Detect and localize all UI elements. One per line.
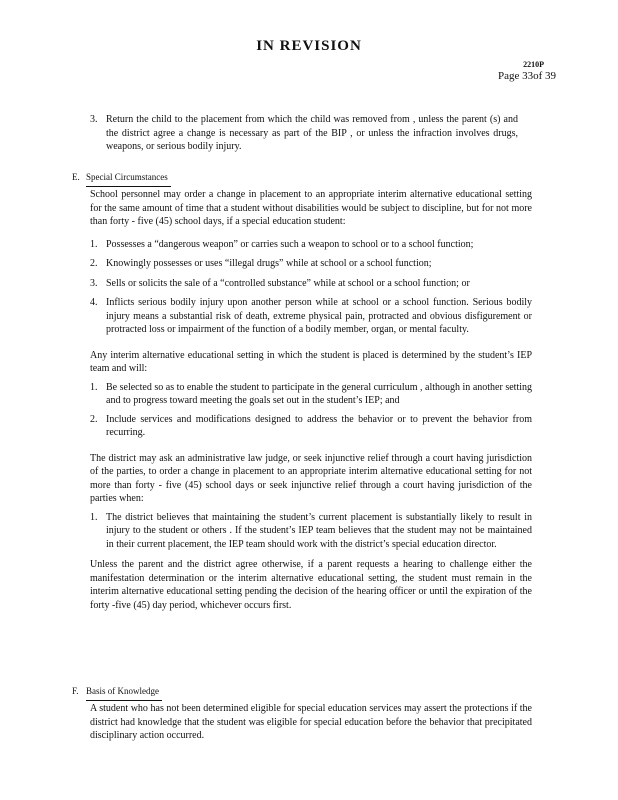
interim-intro: Any interim alternative educational setting in which the student is placed is determined by the student’s IEP team and will: bbox=[90, 349, 532, 374]
item-text: Knowingly possesses or uses “illegal drugs” while at school or a school function; bbox=[106, 258, 432, 269]
item-number: 4. bbox=[90, 297, 98, 308]
item-number: 2. bbox=[90, 258, 98, 269]
section-f-text: A student who has not been determined eligible for special education services may assert the protections if the district had knowledge that the student was eligible for special education before the behavior that precipitated disciplinary action occurred. bbox=[90, 703, 532, 741]
list-item bbox=[90, 296, 532, 337]
item-text: Include services and modifications designed to address the behavior or to prevent the behavior from recurring. bbox=[106, 413, 532, 438]
list-item bbox=[90, 277, 532, 291]
item-text: Inflicts serious bodily injury upon another person while at school or a school function. Serious bodily injury means a substantial risk of death, extreme physical pain, protracted and obvious disfigurement or protracted loss or impairment of the function of a bodily member, organ, or mental faculty. bbox=[106, 297, 532, 335]
item-number: 2. bbox=[90, 413, 98, 425]
policy-code: 2210P bbox=[523, 60, 544, 69]
item-number: 3. bbox=[90, 114, 98, 125]
interim-list bbox=[90, 381, 532, 440]
item-text: Possesses a “dangerous weapon” or carries such a weapon to school or to a school function; bbox=[106, 238, 474, 250]
list-item bbox=[90, 511, 532, 552]
page-number: Page 33of 39 bbox=[497, 70, 556, 82]
district-intro: The district may ask an administrative law judge, or seek injunctive relief through a court having jurisdiction of the parties, to order a change in placement to an appropriate interim alternative educational setting for not more than forty - five (45) school days or seek injunctive relief through a court having jurisdiction of the parties when: bbox=[90, 452, 532, 504]
list-item bbox=[90, 113, 518, 154]
section-heading-label: Basis of Knowledge bbox=[86, 685, 162, 701]
item-text: The district believes that maintaining the student’s current placement is substantially likely to result in injury to the student or others . If the student’s IEP team believes that the student may not be maintained in their current placement, the IEP team should work with the district’s special education director. bbox=[106, 511, 532, 550]
page-title: IN REVISION bbox=[256, 38, 362, 54]
section-heading-e bbox=[72, 171, 171, 187]
item-text: Sells or solicits the sale of a “controlled substance” while at school or a school function; or bbox=[106, 277, 470, 289]
list-item bbox=[90, 257, 532, 271]
hearing-paragraph: Unless the parent and the district agree otherwise, if a parent requests a hearing to challenge either the manifestation determination or the interim alternative educational setting, the student must remain in the interim alternative educational setting pending the decision of the hearing officer or until the expiration of the forty -five (45) day period, whichever occurs first. bbox=[90, 559, 532, 611]
section-f-body bbox=[90, 702, 532, 743]
section-e-body bbox=[90, 188, 532, 612]
list-item bbox=[90, 413, 532, 440]
section-heading-f bbox=[72, 685, 162, 701]
item-number: 3. bbox=[90, 277, 98, 289]
item-number: 1. bbox=[90, 238, 98, 250]
section-letter: F. bbox=[72, 686, 79, 696]
item-text: Be selected so as to enable the student to participate in the general curriculum , although in another setting and to progress toward meeting the goals set out in the student’s IEP; and bbox=[106, 381, 532, 406]
item-number: 1. bbox=[90, 381, 98, 393]
district-list bbox=[90, 511, 532, 552]
item-text: Return the child to the placement from which the child was removed from , unless the parent (s) and the district agree a change is necessary as part of the BIP , or unless the infraction involves drugs, weapons, or serious bodily injury. bbox=[106, 114, 518, 152]
section-e-intro: School personnel may order a change in placement to an appropriate interim alternative educational setting for the same amount of time that a student without disabilities would be subject to discipline, but for not more than forty - five (45) school days, if a special education student: bbox=[90, 189, 532, 227]
list-item bbox=[90, 238, 532, 252]
circumstance-list bbox=[90, 238, 532, 337]
item-number: 1. bbox=[90, 511, 98, 523]
list-item bbox=[90, 381, 532, 408]
section-heading-label: Special Circumstances bbox=[86, 171, 171, 187]
section-letter: E. bbox=[72, 172, 80, 182]
